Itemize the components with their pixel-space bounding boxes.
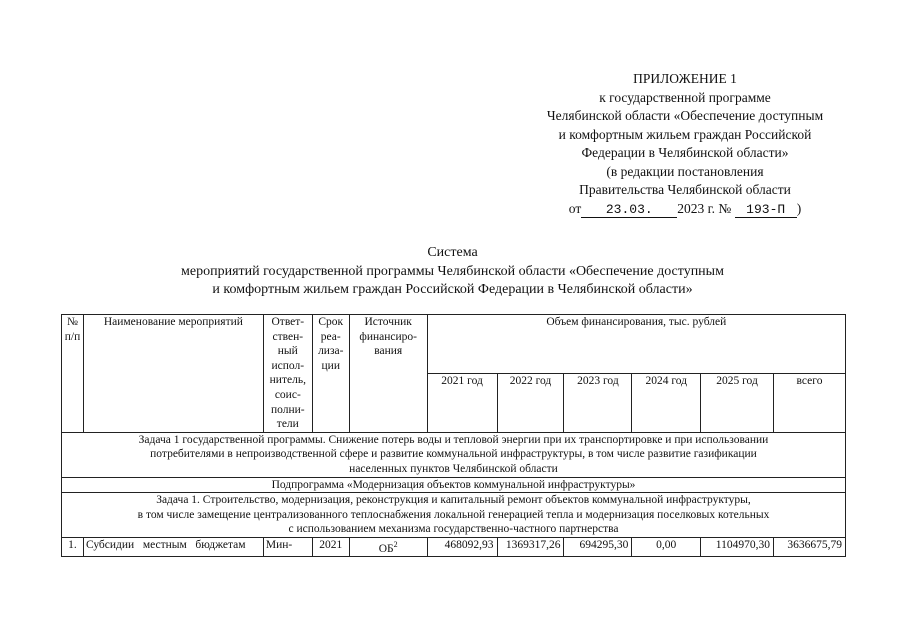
appendix-line: и комфортным жильем граждан Российской [558,126,812,142]
value-2025: 1104970,30 [701,537,774,556]
title-line: Система [427,245,478,260]
appendix-line: к государственной программе [599,89,771,105]
handwritten-number: 193-П [735,203,797,218]
measures-table [61,314,846,557]
value-2021: 468092,93 [427,537,497,556]
header-num: № п/п [62,315,84,433]
program-task-cell: Задача 1 государственной программы. Снижение потерь воды и тепловой энергии при их транспортировке и при использовании потребителями в непроизводственной сфере и развитие коммунальной инфраструктуры, в том числе развитие газификации населенных пунктов Челябинской области [62,432,846,477]
row-name: Субсидии местным бюджетам [83,537,263,556]
appendix-line: Правительства Челябинской области [579,182,791,197]
document-title [100,244,805,300]
subprogram-task-cell: Задача 1. Строительство, модернизация, реконструкция и капитальный ремонт объектов коммунальной инфраструктуры, в том числе замещение централизованного теплоснабжения локальной генерацией тепла и модернизация поселковых котельных с использованием механизма государственно-частного партнерства [62,493,846,538]
value-2022: 1369317,26 [497,537,564,556]
row-num: 1. [62,537,84,556]
appendix-line: Федерации в Челябинской области» [581,145,789,160]
year-text: 2023 г. № [677,200,732,216]
header-volume: Объем финансирования, тыс. рублей [427,315,845,374]
appendix-line: Челябинской области «Обеспечение доступным [546,108,824,123]
header-year: 2024 год [632,373,701,432]
header-year: 2023 год [564,373,632,432]
title-line: и комфортным жильем граждан Российской Федерации в Челябинской области» [212,282,693,297]
value-2023: 694295,30 [564,537,632,556]
handwritten-date: 23.03. [581,203,677,218]
subprogram-row [62,477,846,493]
program-task-row [62,432,846,477]
row-responsible: Мин- [263,537,312,556]
header-year: 2025 год [701,373,774,432]
value-2024: 0,00 [632,537,701,556]
table-row [62,537,846,556]
row-term: 2021 [312,537,349,556]
row-source: $ОБ^2$ [349,537,427,556]
header-source: Источник финансиро- вания [349,315,427,433]
subprogram-task-row [62,493,846,538]
header-responsible: Ответ- ствен- ный испол- нитель, соис- полни- тели [263,315,312,433]
header-total: всего [774,373,846,432]
appendix-line: (в редакции постановления [606,163,764,179]
header-year: 2021 год [427,373,497,432]
appendix-block [520,70,850,218]
header-year: 2022 год [497,373,564,432]
header-term: Срок реа- лиза- ции [312,315,349,433]
header-row [62,315,846,374]
close-paren: ) [796,200,802,216]
appendix-title: ПРИЛОЖЕНИЕ 1 [633,71,737,86]
title-line: мероприятий государственной программы Челябинской области «Обеспечение доступным [181,263,724,279]
value-total: 3636675,79 [774,537,846,556]
appendix-date-line [520,200,850,219]
from-label: от [568,200,582,216]
subprogram-cell: Подпрограмма «Модернизация объектов коммунальной инфраструктуры» [62,477,846,493]
header-name: Наименование мероприятий [83,315,263,433]
